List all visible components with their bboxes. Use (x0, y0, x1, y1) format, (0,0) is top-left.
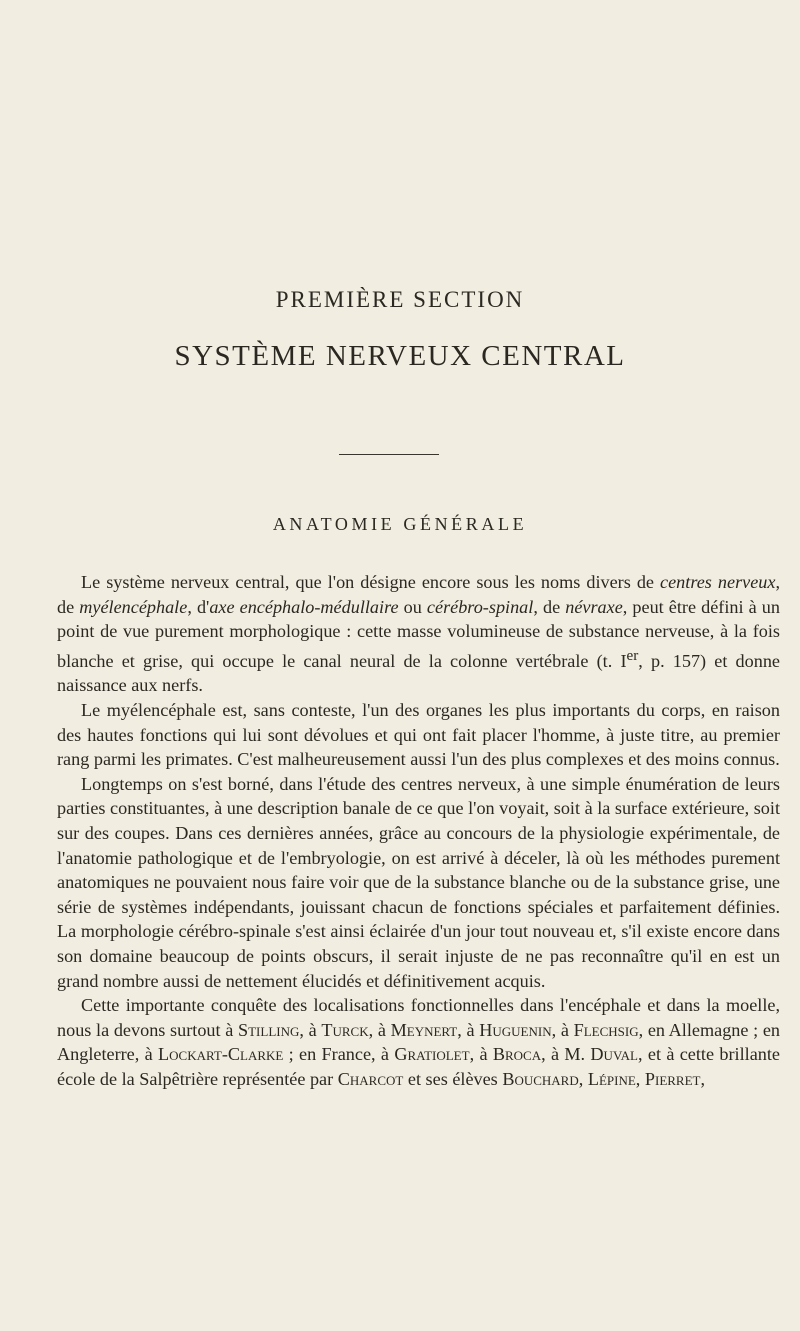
paragraph-4: Cette importante conquête des localisations fonctionnelles dans l'encéphale et dans la moelle, nous la devons surtout à Stilling, à Turck, à Meynert, à Huguenin, à Flechsig, en Allemagne ; en Angleterre, à Lockart-Clarke ; en France, à Gratiolet, à Broca, à M. Duval, et à cette brillante école de la Salpêtrière représentée par Charcot et ses élèves Bouchard, Lépine, Pierret, (57, 995, 781, 1089)
author-name: Bouchard (502, 1068, 579, 1089)
body-text (57, 570, 780, 1092)
term-myelencephale: myélencéphale (79, 596, 188, 617)
author-name: Huguenin (479, 1019, 552, 1040)
author-name: Duval (590, 1044, 638, 1065)
author-name: Broca (492, 1044, 542, 1065)
author-name: Meynert (390, 1019, 458, 1040)
author-name: Flechsig (573, 1019, 639, 1040)
divider-rule (339, 454, 439, 455)
paragraph-2: Le myélencéphale est, sans conteste, l'un des organes les plus importants du corps, en raison des hautes fonctions qui lui sont dévolues et qui ont fait placer l'homme, à juste titre, au premier rang parmi les primates. C'est malheureusement aussi l'un des plus complexes et des moins connus. (57, 700, 780, 770)
author-name: Charcot (337, 1068, 404, 1089)
term-centres-nerveux: centres nerveux (660, 572, 776, 592)
paragraph-1: Le système nerveux central, que l'on désigne encore sous les noms divers de centres nerveux, de myélencéphale, d'axe encéphalo-médullaire ou cérébro-spinal, de névraxe, peut être défini à un point de vue purement morphologique : cette masse volumineuse de substance nerveuse, à la fois blanche et grise, qui occupe le canal neural de la colonne vertébrale (t. Ier, p. 157) et donne naissance aux nerfs. (57, 572, 780, 696)
term-nevraxe: névraxe (565, 596, 623, 617)
superscript: er (626, 646, 639, 664)
term-axe: axe encéphalo-médullaire (209, 596, 399, 617)
author-name: Turck (321, 1019, 369, 1040)
subheading: ANATOMIE GÉNÉRALE (272, 514, 528, 534)
author-name: Gratiolet (394, 1044, 470, 1065)
section-heading: PREMIÈRE SECTION (275, 287, 525, 312)
author-name: Lockart-Clarke (158, 1044, 284, 1065)
paragraph-3: Longtemps on s'est borné, dans l'étude des centres nerveux, à une simple énumération de leurs parties constituantes, à une description banale de ce que l'on voyait, soit à la surface extérieure, soit sur des coupes. Dans ces dernières années, grâce au concours de la physiologie expérimentale, de l'anatomie pathologique et de l'embryologie, on est arrivé à déceler, là où les méthodes purement anatomiques ne pouvaient nous faire voir que de la substance blanche ou de la substance grise, une série de systèmes indépendants, jouissant chacun de fonctions spéciales et parfaitement définies. La morphologie cérébro-spinale s'est ainsi éclairée d'un jour tout nouveau et, s'il existe encore dans son domaine beaucoup de points obscurs, il serait injuste de ne pas reconnaître qu'il en est un grand nombre aussi de nettement élucidés et définitivement acquis. (57, 773, 780, 991)
author-name: Pierret (644, 1068, 701, 1089)
author-name: Stilling (238, 1019, 300, 1040)
author-name: Lépine (587, 1068, 636, 1089)
term-cerebro-spinal: cérébro-spinal (426, 596, 534, 617)
main-heading: SYSTÈME NERVEUX CENTRAL (174, 340, 626, 372)
